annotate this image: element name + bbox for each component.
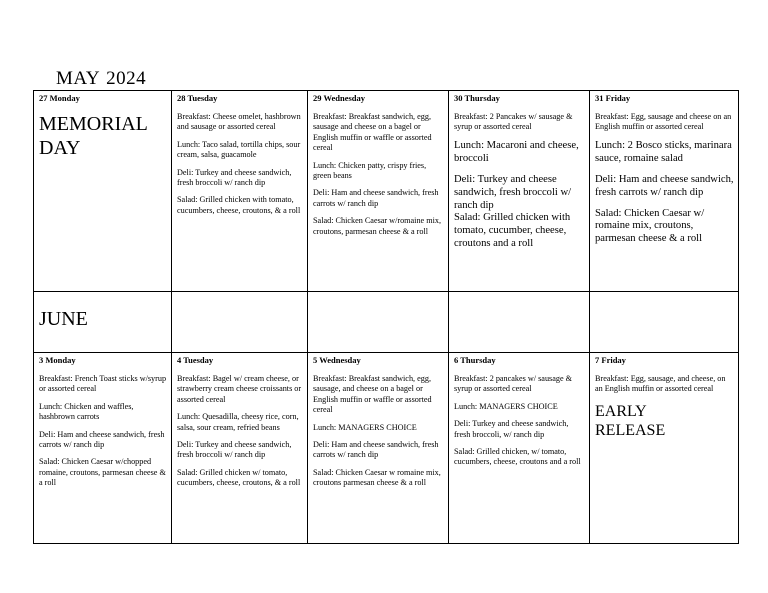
salad-item: Salad: Chicken Caesar w romaine mix, croutons parmesan cheese & a roll <box>313 467 441 488</box>
day-cell-june-4 <box>172 353 308 544</box>
june-label: JUNE <box>39 308 88 330</box>
year-label: 2024 <box>106 68 147 89</box>
empty-cell <box>590 292 739 353</box>
day-cell-may-30 <box>449 91 590 292</box>
salad-item: Salad: Chicken Caesar w/ romaine mix, croutons, parmesan cheese & a roll <box>595 207 705 245</box>
early-release-label: EARLY RELEASE <box>595 402 666 439</box>
deli-item: Deli: Ham and cheese sandwich, fresh carrots w/ ranch dip <box>595 173 734 198</box>
breakfast-item: Breakfast: 2 Pancakes w/ sausage & syrup or assorted cereal <box>454 112 573 132</box>
june-label-row <box>34 292 739 353</box>
day-heading: 7 Friday <box>595 355 626 365</box>
salad-item: Salad: Grilled chicken with tomato, cucumber, cheese, croutons and a roll <box>454 212 571 250</box>
empty-cell <box>449 292 590 353</box>
day-heading: 5 Wednesday <box>313 355 361 365</box>
day-heading: 3 Monday <box>39 355 76 365</box>
lunch-item: Lunch: Macaroni and cheese, broccoli <box>454 139 579 164</box>
lunch-item: Lunch: Taco salad, tortilla chips, sour cream, salsa, guacamole <box>177 139 301 160</box>
deli-item: Deli: Turkey and cheese sandwich, fresh broccoli w/ ranch dip <box>177 440 292 460</box>
day-cell-may-28 <box>172 91 308 292</box>
salad-item: Salad: Chicken Caesar w/romaine mix, croutons, parmesan cheese & a roll <box>313 216 442 236</box>
day-heading: 28 Tuesday <box>177 93 218 103</box>
day-heading: 4 Tuesday <box>177 355 214 365</box>
calendar-title <box>56 68 146 90</box>
day-cell-june-7 <box>590 353 739 544</box>
salad-item: Salad: Grilled chicken with tomato, cucumbers, cheese, croutons, & a roll <box>177 195 301 215</box>
june-label-cell <box>34 292 172 353</box>
breakfast-item: Breakfast: Breakfast sandwich, egg, sausage, and cheese on a bagel or English muffin or waffle or assorted cereal <box>313 374 432 415</box>
breakfast-item: Breakfast: Egg, sausage and cheese on an English muffin or assorted cereal <box>595 112 732 132</box>
breakfast-item: Breakfast: 2 pancakes w/ sausage & syrup or assorted cereal <box>454 374 572 394</box>
breakfast-item: Breakfast: Egg, sausage, and cheese, on an English muffin or assorted cereal <box>595 374 726 394</box>
lunch-item: Lunch: Quesadilla, cheesy rice, corn, salsa, sour cream, refried beans <box>177 412 299 432</box>
salad-item: Salad: Chicken Caesar w/chopped romaine, croutons, parmesan cheese & a roll <box>39 457 166 488</box>
lunch-item: Lunch: 2 Bosco sticks, marinara sauce, romaine salad <box>595 139 732 164</box>
lunch-item: Lunch: MANAGERS CHOICE <box>454 401 558 411</box>
lunch-item: Lunch: Chicken patty, crispy fries, green beans <box>313 160 427 181</box>
salad-item: Salad: Grilled chicken, w/ tomato, cucumbers, cheese, croutons and a roll <box>454 447 581 467</box>
breakfast-item: Breakfast: French Toast sticks w/syrup or assorted cereal <box>39 374 167 394</box>
empty-cell <box>308 292 449 353</box>
menu-calendar-table <box>33 90 739 544</box>
may-week-row <box>34 91 739 292</box>
month-label: MAY <box>56 68 101 89</box>
lunch-item: Lunch: MANAGERS CHOICE <box>313 422 417 432</box>
day-heading: 27 Monday <box>39 93 80 103</box>
lunch-item: Lunch: Chicken and waffles, hashbrown carrots <box>39 401 134 422</box>
day-cell-june-5 <box>308 353 449 544</box>
holiday-label: MEMORIAL DAY <box>39 113 148 159</box>
day-heading: 29 Wednesday <box>313 93 366 103</box>
day-cell-may-29 <box>308 91 449 292</box>
salad-item: Salad: Grilled chicken w/ tomato, cucumbers, cheese, croutons, & a roll <box>177 467 301 488</box>
breakfast-item: Breakfast: Breakfast sandwich, egg, sausage and cheese on a bagel or English muffin or waffle or assorted cereal <box>313 112 432 153</box>
deli-item: Deli: Ham and cheese sandwich, fresh carrots w/ ranch dip <box>313 188 439 208</box>
deli-item: Deli: Turkey and cheese sandwich, fresh broccoli w/ ranch dip <box>177 167 292 188</box>
deli-item: Deli: Turkey and cheese sandwich, fresh broccoli, w/ ranch dip <box>454 419 569 439</box>
deli-item: Deli: Ham and cheese sandwich, fresh carrots w/ ranch dip <box>39 429 165 450</box>
day-cell-may-27 <box>34 91 172 292</box>
june-week-row <box>34 353 739 544</box>
day-cell-june-3 <box>34 353 172 544</box>
day-heading: 31 Friday <box>595 93 631 103</box>
breakfast-item: Breakfast: Bagel w/ cream cheese, or strawberry cream cheese croissants or assorted cereal <box>177 374 302 404</box>
breakfast-item: Breakfast: Cheese omelet, hashbrown and sausage or assorted cereal <box>177 112 301 132</box>
day-heading: 30 Thursday <box>454 93 500 103</box>
day-cell-may-31 <box>590 91 739 292</box>
empty-cell <box>172 292 308 353</box>
day-heading: 6 Thursday <box>454 355 496 365</box>
deli-item: Deli: Ham and cheese sandwich, fresh carrots w/ ranch dip <box>313 440 439 460</box>
deli-item: Deli: Turkey and cheese sandwich, fresh broccoli w/ ranch dip <box>454 173 572 211</box>
day-cell-june-6 <box>449 353 590 544</box>
